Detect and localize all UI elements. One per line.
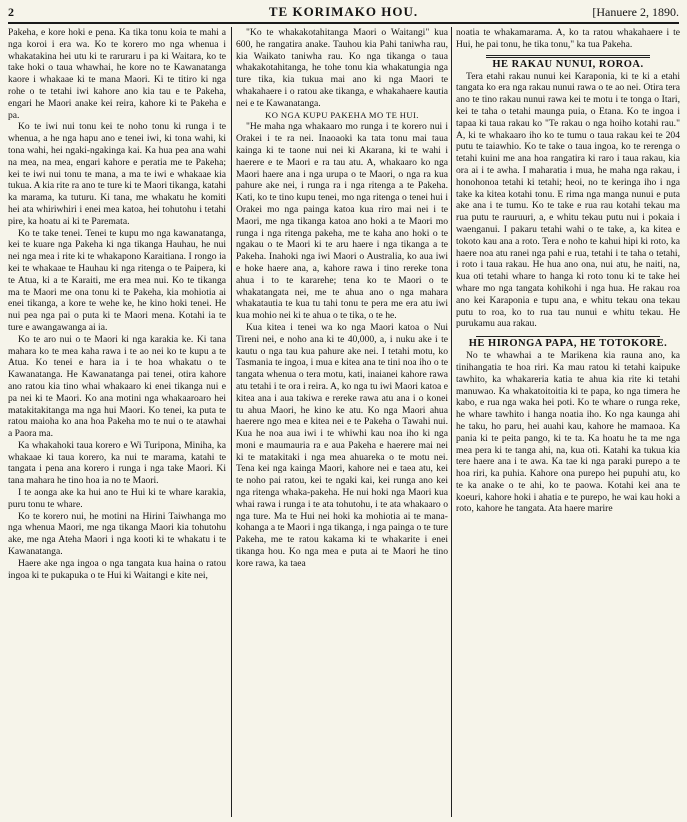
newspaper-title: TE KORIMAKO HOU. bbox=[268, 4, 419, 19]
column-3 bbox=[456, 27, 680, 817]
paragraph: Tera etahi rakau nunui kei Karaponia, ki te ki a etahi tangata ko era nga rakau nunui rawa o te ao nei. Otira tera ano te tino rakau nunui rawa kei te motu i te tonga o Itari, kei te taha o tetahi maunga puia, o Etana. Ko te ingoa i tapaa ki taua rakau ko "Te rakau o nga hoiho kotahi rau." A, ki te whakaaro iho ko te tumu o taua rakau kei te 204 putu te taiawhio. Ko te take o taua ingoa, ko te rerenga o tetahi kuini me ana hoa rangatira ki raro i taua rakau, kia ora ai i te awha. I maharatia i mua, he maha nga rakau, i honohonoa tetahi ki tetahi; heoi, no te keringa iho i nga take ka kitea kotahi tonu. E rima nga manga nunui e puta ake ana i te tumu. Ko te take e rua rau kotahi tekau ma rua putu te rauruuri, a, e whitu tekau putu nui i pokaia i waenganui. I pakaru tetahi wahi o te take, a, ka kitea e tokoto kau ana a roto. Tera e noho te kahui hipi ki roto, ka haere noa atu ranei nga pahi e rua, tetahi i te taha o tetahi, i roto i taua rakau. He hua ano ona, nui atu, he naiti, na, kua oti tetahi whare to hanga ki roto tonu ki te take hei whare mo nga tangata kohikohi i nga hua. He rakau roa ano kei Karaponia e tupu ana, e whitu tekau ona tekau putu to roa, ko to rua tau nunui e whitu tekau. He purukamu aua rakau. bbox=[456, 70, 680, 330]
column-rule bbox=[451, 27, 452, 817]
column-1 bbox=[8, 27, 226, 817]
subheading: KO NGA KUPU PAKEHA MO TE HUI. bbox=[265, 109, 419, 120]
paragraph: Ko te take tenei. Tenei te kupu mo nga kawanatanga, kei te kuare nga Pakeha ki nga tikanga Hauhau, he nui nei nga mea i rite ki te whakapono Karaitiana. I rongo ia kei te whakaae te Hauhau ki nga ritenga o te Paipera, ki te Atua, ki a te Karaiti, me era mea nui. Ko te tikanga ma te Maori me ona tonu ki te Pakeha, kia mohiotia ai enei tikanga, a kore te wehe ke, he kino hoki tenei. He nui pea nga pai o puta ki te Maori mena. Kotahi ia te ture e awangawanga ai ia. bbox=[8, 227, 226, 333]
paragraph: Kua kitea i tenei wa ko nga Maori katoa o Nui Tireni nei, e noho ana ki te 40,000, a, i nuku ake i te kautu o nga tau kua pahure ake nei. I tetahi motu, ko Tasmania te ingoa, i mua e kitea ana te tini noa iho o te tangata whenua o tera motu, kati, inaianei kahore rawa atu tetahi i te ora i reira. A, ko nga tu iwi Maori katoa e kitea ana i aua takiwa e rereke rawa atu ana i o konei tu ahua Maori, he kino ke atu. Ko nga Maori ahua haerere ngo mea e kitea nei e te Pakeha o Tawahi nui. Kua he noa aua iwi i te whiwhi kau noa iho ki nga moni e maumauria ra e aua Pakeha e haerere mai nei ki te matakitaki i nga mea ahuareka o te motu nei. Tena kei nga kainga Maori, kahore nei e taea atu, kei te noho pai ratou, kei te ngaki kai, kei runga ano kei nga ritenga whaka-pakeha. He nui hoki nga Maori kua whai rawa i runga i te ata tohutohu, i te ata whakaaro o nga ture. Ma te Hui nei hoki ka mohiotia ai te mana-kohanga a te Maori i nga tikanga, i nga painga o te ture Pakeha, me te ratou kakama ki te whakarite i enei tikanga hou. Ko nga mea e puta ai te Maori he tino kore rawa, ka taea bbox=[236, 321, 448, 569]
paragraph: Ko te iwi nui tonu kei te noho tonu ki runga i te whenua, a he nga hapu ano e tenei iwi, ki tona wahi, ki tona wahi, hei ngaki-ngakinga kai. Ka hua pea ana wahi na mea, na mea, engari kahore e peratia me te Pakeha; kei te iwi nui tonu te mana, a ma te iwi e whakaae kia tukua. A kia rite ra ano te ture ki te Maori tikanga, katahi ka marama, ka tuturu. Ki tana, me whakatu he komiti hei ata whiriwhiri i enei mea katoa, hei tohutohu i tetahi pire, ka hoatu ai ki te Paremata. bbox=[8, 121, 226, 227]
article-heading: HE RAKAU NUNUI, ROROA. bbox=[492, 58, 644, 70]
column-2 bbox=[236, 27, 448, 817]
paragraph: Ko te korero nui, he motini na Hirini Taiwhanga mo nga whenua Maori, me nga tikanga Maori kia tohutohu ake, me nga Ateha Maori i nga kooti ki te whakatu i te Kawanatanga. bbox=[8, 510, 226, 558]
paragraph: Haere ake nga ingoa o nga tangata kua haina o ratou ingoa ki te pukapuka o te Hui ki Waitangi e kite nei, bbox=[8, 557, 226, 581]
paragraph: I te aonga ake ka hui ano te Hui ki te whare karakia, puru tonu te whare. bbox=[8, 487, 226, 510]
masthead bbox=[8, 2, 679, 24]
issue-date: [Hanuere 2, 1890. bbox=[592, 5, 679, 19]
paragraph: "He maha nga whakaaro mo runga i te korero nui i Orakei i te ra nei. Inaoaoki ka tata tonu mai taua kainga ki te taone nui nei ki Akarana, ki te wahi i haerere e te Maori e ra tau atu. A, whakaaro ko nga Maori haere ana i nga urupa o te Maori, o nga ra kua pahure ake nei, i runga ra i nga ritenga a te Pakeha. Kati, ko te tino kupu tenei, mo nga ritenga o tenei hui i Orakei mo nga painga katoa kua riro mai nei i te Maori, me nga tikanga katoa ano hoki a te Maori mo runga i nga ritenga pakeha, me te kaha ano hoki o te ngakau o te Maori ki te aru haere i nga tikanga a te Pakeha. Inahoki nga iwi Maori o Australia, ko aua iwi e hoke haere ana, a, kahore rawa i tino rereke tona ahua i to te kararehe; tena ko te Maori o te whakatangata nei, me te ahua ano o nga mahara whakatautia te kua tu tahi tonu te pera me era atu iwi kua mohio nei ki te ahua o te tika, o te he. bbox=[236, 121, 448, 322]
page-number: 2 bbox=[8, 5, 14, 19]
paragraph: No te whawhai a te Marikena kia rauna ano, ka tinihangatia te hoa riri. Ka mau ratou ki tetahi kaipuke tawhito, ka whakareria katia te ahua kia rite ki tetahi manuwao. Ka whakatoitoitia ki te papa, ko nga timera he kabo, e rua nga waka hei poti. Ko te whare o runga reke, he whare tawhito i hanga noatia iho. Ko nga kaunga ahi he taku, ho paru, hei auahi kau, kahore he mamaoa. Ka pania ki te peita pango, ki te ta. Ka hoatu he ta me nga mea pera ki te tanga ahi, na, kua oti. Katahi ka tukua kia tere haere ana i te awa. Ka tae ki nga paraki purepo a te hoa riri, ka puhia. Kahore ona purepo hei pupuhi atu, ko te ka anake o te ahi, ko te paowa. Kotahi kei ana te koeuri, kahore hoki i ahatia e te purepo, he wai kau hoki a roto, kahore he tangata. Ata haere marire bbox=[456, 350, 680, 515]
paragraph: "Ko te whakakotahitanga Maori o Waitangi" kua 600, he rangatira anake. Tauhou kia Pahi taniwha rau, kia Waikato taniwha rau. Ko nga tikanga o taua whakakotahitanga, he tohe tonu kia whakatungia nga ture tika, kia tukua mai ano ki nga Maori te whakahaere i o ratou ake tikanga, e whakahaere kautia nei e te Kawanatanga. bbox=[236, 27, 448, 109]
column-rule bbox=[231, 27, 232, 817]
article-heading: HE HIRONGA PAPA, HE TOTOKORE. bbox=[468, 338, 668, 350]
paragraph: Pakeha, e kore hoki e pena. Ka tika tonu koia te mahi a nga koroi i era wa. Ko te korero mo nga whenua i whakatakina hei utu ki te raruraru i pa ki Waitara, ko te take hoki o taua whawhai, he kore no te Kawanatanga kaore i whakaae ki te mana Maori. Ki te titiro ki nga rohe o te tetahi iwi kahore ano kia tau e te Pakeha, engari he Maori anake kei reira, kahore ki te Pakeha e pa. bbox=[8, 27, 226, 121]
paragraph: noatia te whakamarama. A, ko ta ratou whakahaere i te Hui, he pai tonu, he tika tonu," ka tua Pakeha. bbox=[456, 27, 680, 50]
paragraph: Ka whakahoki taua korero e Wi Turipona, Miniha, ka whakaae ki taua korero, ka nui te marama, katahi te tangata i pena ana korero i runga i nga take Maori. Ki tana mahara he tino hoa ia no te Maori. bbox=[8, 439, 226, 487]
paragraph: Ko te aro nui o te Maori ki nga karakia ke. Ki tana mahara ko te mea kaha rawa i te ao nei ko te kupu a te Atua. Ko tenei e hara ia i te hoa whakatu o te Kawanatanga. He Kawanatanga pai tenei, otira kahore ano ratou kia tino whai whakaaro ki enei tikanga nui e pa nei ki te Maori. Ko ana motini nga whakaaroaro hei matakitakitanga ma nga hui Maori. Ko tenei, ka puta te ratou maioha ko ana hoa Pakeha mo te nui o te atawhai a Paora ma. bbox=[8, 333, 226, 440]
